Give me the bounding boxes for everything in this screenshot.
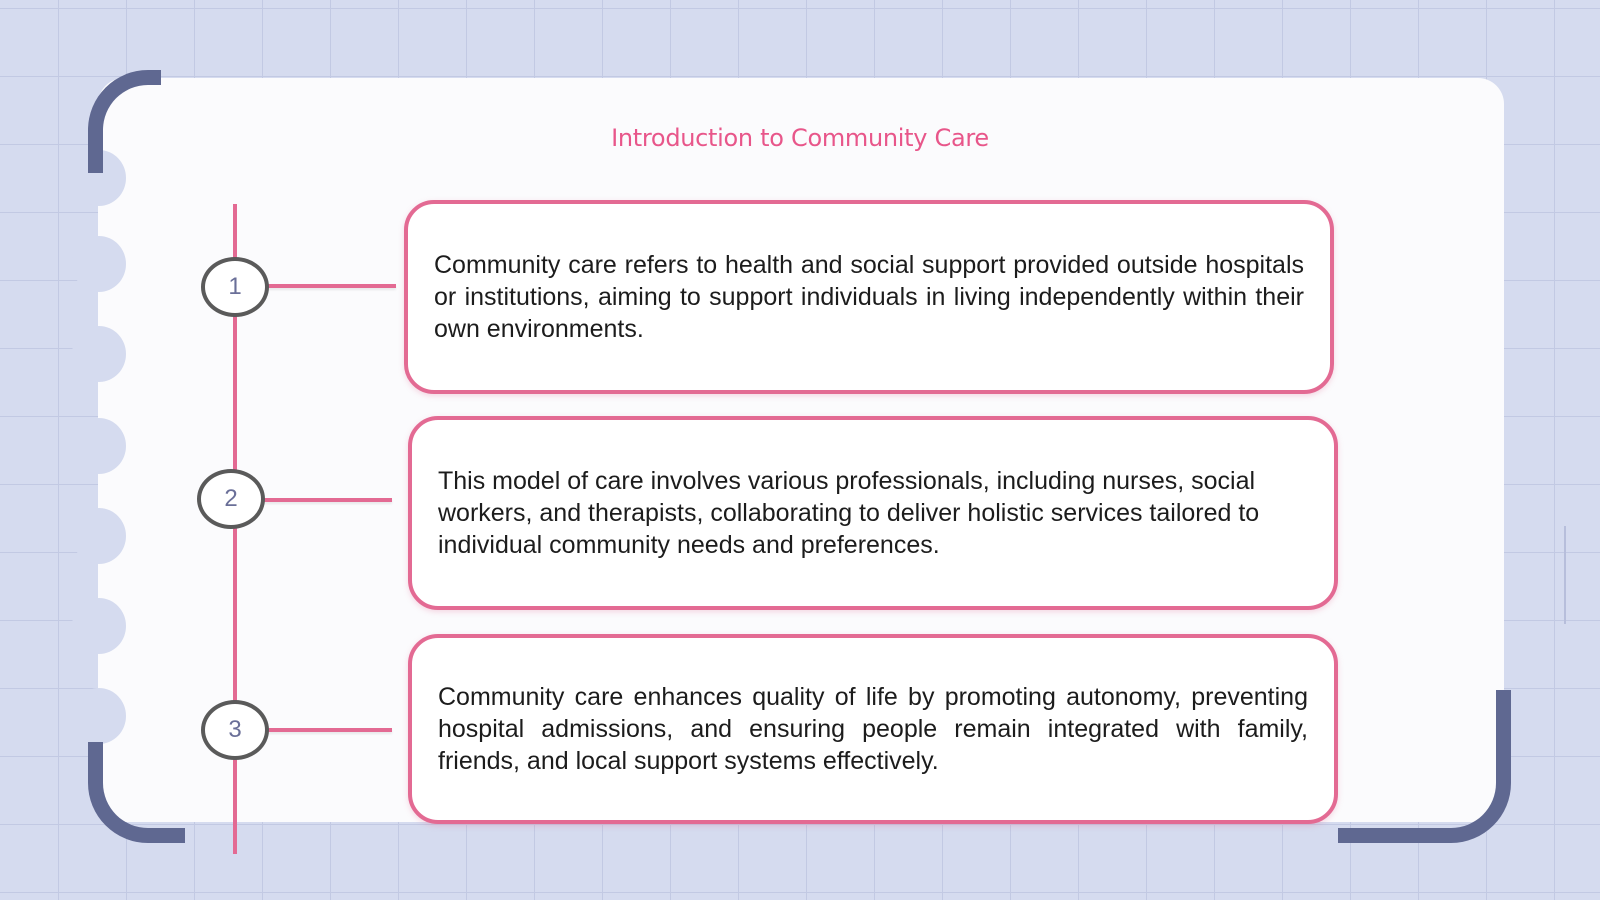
step-card xyxy=(408,634,1338,824)
step-card xyxy=(408,416,1338,610)
step-card xyxy=(404,200,1334,394)
step-description: Community care refers to health and social support provided outside hospitals or institutions, aiming to support individuals in living independently within their own environments. xyxy=(434,251,1304,343)
notebook-notch xyxy=(72,688,126,744)
notebook-notch xyxy=(72,418,126,474)
notebook-notch xyxy=(72,326,126,382)
step-description: This model of care involves various professionals, including nurses, social workers, and therapists, collaborating to deliver holistic services tailored to individual community needs and preferences. xyxy=(438,467,1260,559)
frame-corner-top-left xyxy=(88,70,161,173)
step-number-badge: 1 xyxy=(201,257,269,317)
timeline-connector xyxy=(266,728,392,732)
notebook-notch xyxy=(72,598,126,654)
frame-corner-bottom-right xyxy=(1338,690,1511,843)
step-number-badge: 3 xyxy=(201,700,269,760)
slide-title: Introduction to Community Care xyxy=(611,124,989,152)
notebook-notch xyxy=(72,236,126,292)
step-number-badge: 2 xyxy=(197,469,265,529)
grid-accent-line xyxy=(1564,526,1566,624)
frame-corner-bottom-left xyxy=(88,742,185,843)
step-description: Community care enhances quality of life by promoting autonomy, preventing hospital admissions, and ensuring people remain integrated with family, friends, and local support systems effectively. xyxy=(438,683,1308,775)
timeline-connector xyxy=(266,284,396,288)
timeline-connector xyxy=(262,498,392,502)
notebook-notch xyxy=(72,508,126,564)
